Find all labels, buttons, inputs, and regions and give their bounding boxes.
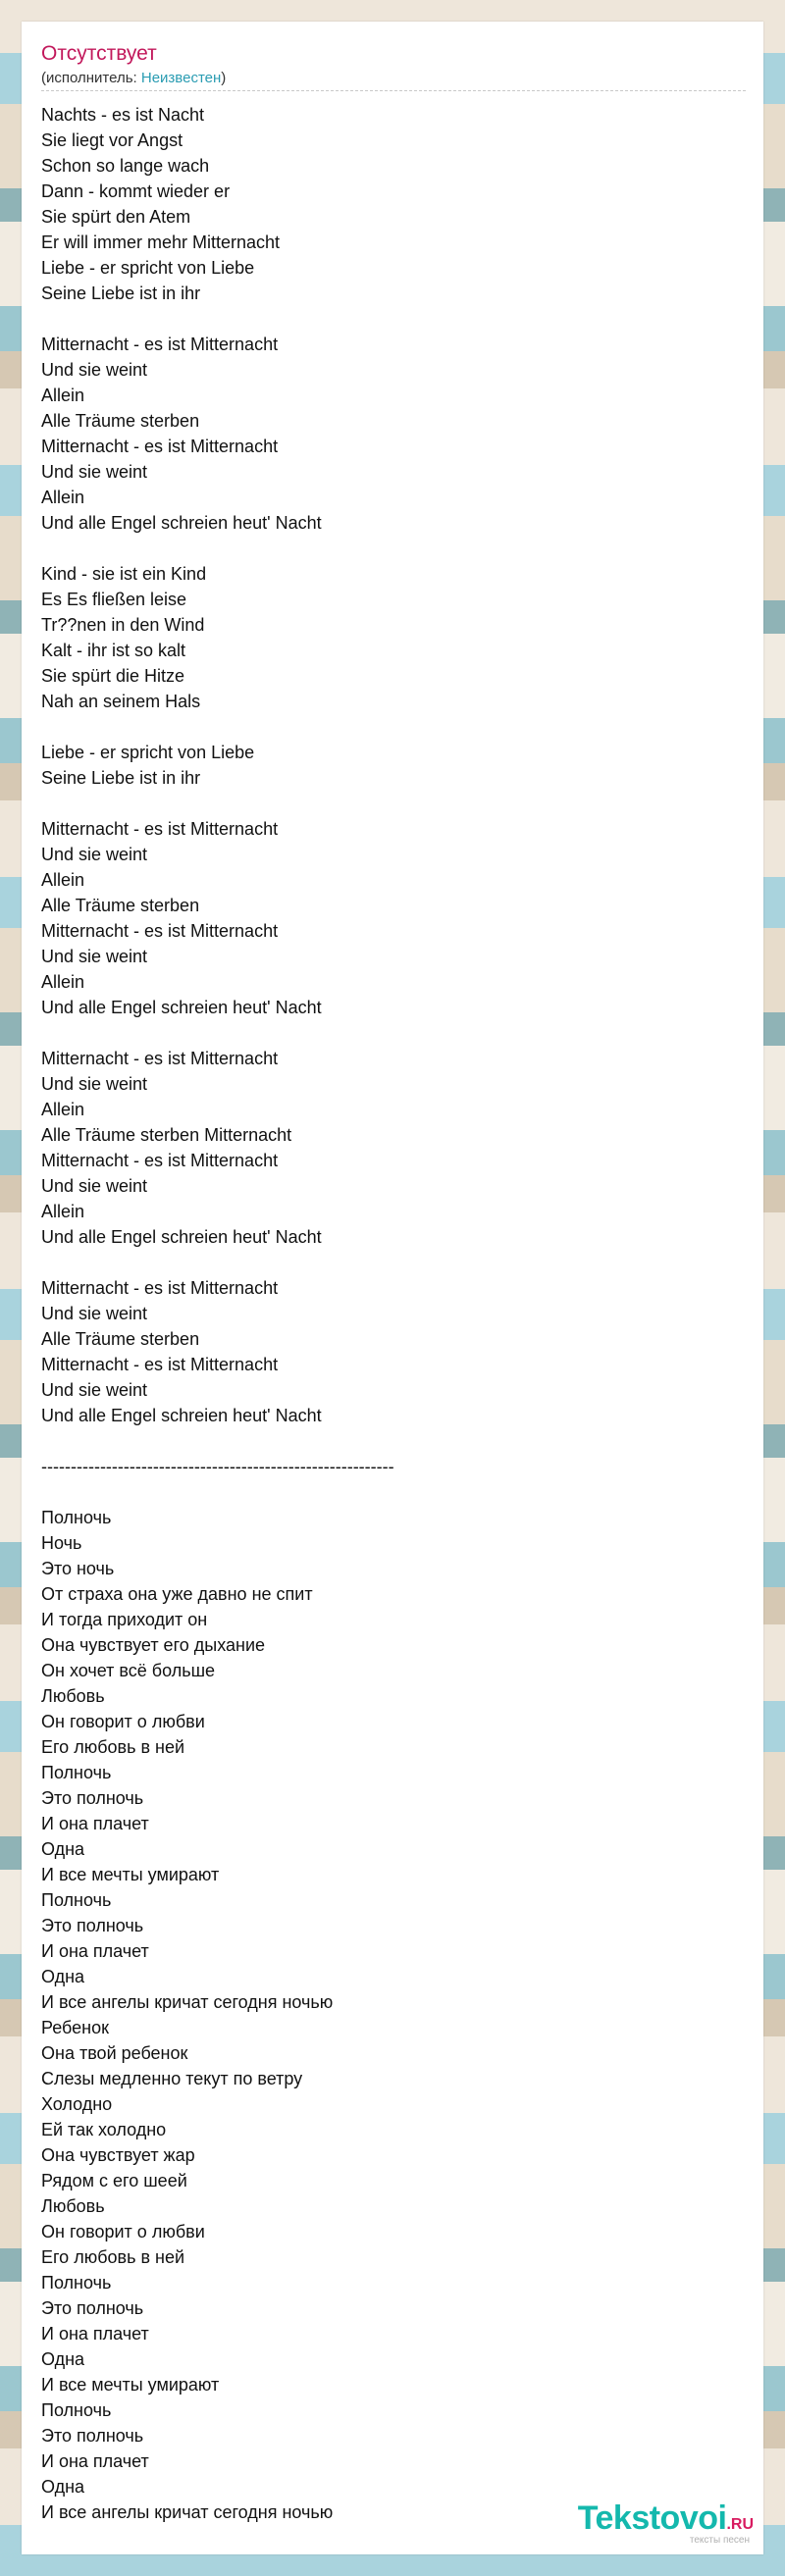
lyric-line: И она плачет <box>41 2324 149 2344</box>
lyric-line: Und sie weint <box>41 1380 148 1400</box>
lyric-line: Liebe - er spricht von Liebe <box>41 743 255 762</box>
lyric-line: Слезы медленно текут по ветру <box>41 2069 303 2088</box>
lyric-line: Она твой ребенок <box>41 2043 188 2063</box>
lyric-line: Это полночь <box>41 1788 144 1808</box>
lyric-line: И все мечты умирают <box>41 2375 220 2395</box>
lyric-line: И она плачет <box>41 1814 149 1833</box>
lyric-line: Его любовь в ней <box>41 2247 185 2267</box>
lyric-line: Он говорит о любви <box>41 2222 205 2241</box>
lyric-line: Alle Träume sterben <box>41 411 200 431</box>
title-divider <box>41 90 746 91</box>
lyric-line: Она чувствует жар <box>41 2145 195 2165</box>
lyric-line: И все ангелы кричат сегодня ночью <box>41 2502 334 2522</box>
lyric-line: Полночь <box>41 2273 112 2293</box>
performer-line <box>41 69 226 88</box>
performer-prefix: (исполнитель: <box>41 70 141 86</box>
lyrics-card <box>22 22 763 2554</box>
lyric-line: Nah an seinem Hals <box>41 692 201 711</box>
lyric-line: Allein <box>41 972 85 992</box>
lyric-line: Одна <box>41 2477 85 2497</box>
lyric-line: Его любовь в ней <box>41 1737 185 1757</box>
lyric-line: Und alle Engel schreien heut' Nacht <box>41 1406 322 1425</box>
lyric-line: Und alle Engel schreien heut' Nacht <box>41 998 322 1017</box>
lyric-line: Allein <box>41 488 85 507</box>
lyric-line: Und sie weint <box>41 462 148 482</box>
lyric-line: Und sie weint <box>41 1176 148 1196</box>
lyric-line: Dann - kommt wieder er <box>41 181 231 201</box>
lyric-line: Полночь <box>41 1890 112 1910</box>
lyric-line: Mitternacht - es ist Mitternacht <box>41 819 279 839</box>
performer-suffix: ) <box>221 70 227 86</box>
lyric-line: Und alle Engel schreien heut' Nacht <box>41 513 322 533</box>
lyric-line: И все мечты умирают <box>41 1865 220 1884</box>
lyric-line: Allein <box>41 1202 85 1221</box>
lyric-line: Он говорит о любви <box>41 1712 205 1731</box>
lyric-line: Allein <box>41 1100 85 1119</box>
lyric-line: Одна <box>41 1839 85 1859</box>
lyric-line: Schon so lange wach <box>41 156 210 176</box>
lyric-line: Одна <box>41 1967 85 1986</box>
lyric-line: Und sie weint <box>41 1074 148 1094</box>
lyric-line: Mitternacht - es ist Mitternacht <box>41 1278 279 1298</box>
site-logo[interactable] <box>578 2501 754 2547</box>
lyric-line: Mitternacht - es ist Mitternacht <box>41 1151 279 1170</box>
lyric-line: Mitternacht - es ist Mitternacht <box>41 335 279 354</box>
lyric-line <box>41 1428 748 1454</box>
lyric-line: Она чувствует его дыхание <box>41 1635 266 1655</box>
lyric-line: Mitternacht - es ist Mitternacht <box>41 1049 279 1068</box>
lyric-line: Ночь <box>41 1533 82 1553</box>
lyric-line: Allein <box>41 870 85 890</box>
lyric-line <box>41 306 748 332</box>
lyric-line: Ребенок <box>41 2018 109 2037</box>
lyric-line: И тогда приходит он <box>41 1610 208 1629</box>
lyric-line: Kind - sie ist ein Kind <box>41 564 207 584</box>
lyric-line: Sie spürt die Hitze <box>41 666 185 686</box>
lyric-line: Это полночь <box>41 2426 144 2446</box>
lyric-line: Und sie weint <box>41 360 148 380</box>
lyric-line: Холодно <box>41 2094 113 2114</box>
lyric-line <box>41 1250 748 1275</box>
lyric-line: Liebe - er spricht von Liebe <box>41 258 255 278</box>
lyric-line: И она плачет <box>41 1941 149 1961</box>
lyric-line: Es Es fließen leise <box>41 590 187 609</box>
lyric-line: Это ночь <box>41 1559 115 1578</box>
performer-link[interactable]: Неизвестен <box>140 70 222 86</box>
lyric-line: Любовь <box>41 1686 105 1706</box>
lyric-line: Alle Träume sterben <box>41 1329 200 1349</box>
lyric-line: Alle Träume sterben Mitternacht <box>41 1125 292 1145</box>
lyric-line: Und sie weint <box>41 947 148 966</box>
lyric-line: Рядом с его шеей <box>41 2171 187 2190</box>
lyric-line: Und alle Engel schreien heut' Nacht <box>41 1227 322 1247</box>
lyric-line: Tr??nen in den Wind <box>41 615 205 635</box>
lyric-line: Mitternacht - es ist Mitternacht <box>41 921 279 941</box>
lyric-line: Он хочет всё больше <box>41 1661 216 1680</box>
lyric-line: И все ангелы кричат сегодня ночью <box>41 1992 334 2012</box>
lyric-line: Mitternacht - es ist Mitternacht <box>41 1355 279 1374</box>
lyric-line: Полночь <box>41 1508 112 1527</box>
logo-tld: .RU <box>726 2516 754 2533</box>
lyric-line <box>41 536 748 561</box>
lyrics-text <box>41 102 748 2525</box>
song-title: Отсутствует <box>41 42 157 65</box>
lyric-line: От страха она уже давно не спит <box>41 1584 313 1604</box>
logo-name: Tekstovoi <box>577 2499 727 2537</box>
lyric-line: Ей так холодно <box>41 2120 167 2139</box>
lyric-line: Sie liegt vor Angst <box>41 130 183 150</box>
lyric-line: Любовь <box>41 2196 105 2216</box>
lyric-line: Это полночь <box>41 2298 144 2318</box>
lyric-line: Sie spürt den Atem <box>41 207 191 227</box>
lyric-line <box>41 714 748 740</box>
lyric-line: Одна <box>41 2349 85 2369</box>
lyric-line: Seine Liebe ist in ihr <box>41 283 201 303</box>
lyric-line: Er will immer mehr Mitternacht <box>41 232 281 252</box>
lyric-line <box>41 1479 748 1505</box>
lyric-line: Seine Liebe ist in ihr <box>41 768 201 788</box>
lyric-line: Kalt - ihr ist so kalt <box>41 641 186 660</box>
lyric-line: Alle Träume sterben <box>41 896 200 915</box>
lyric-line: Und sie weint <box>41 1304 148 1323</box>
lyric-line: Это полночь <box>41 1916 144 1935</box>
lyric-line: Und sie weint <box>41 845 148 864</box>
lyric-line: И она плачет <box>41 2451 149 2471</box>
lyric-line <box>41 1020 748 1046</box>
logo-tagline: тексты песен <box>689 2535 750 2546</box>
lyric-line: Allein <box>41 386 85 405</box>
lyric-line: ------------------------------------------------------------ <box>41 1457 394 1476</box>
lyric-line: Полночь <box>41 2400 112 2420</box>
lyric-line: Nachts - es ist Nacht <box>41 105 205 125</box>
lyric-line: Mitternacht - es ist Mitternacht <box>41 437 279 456</box>
lyric-line <box>41 791 748 816</box>
lyric-line: Полночь <box>41 1763 112 1782</box>
